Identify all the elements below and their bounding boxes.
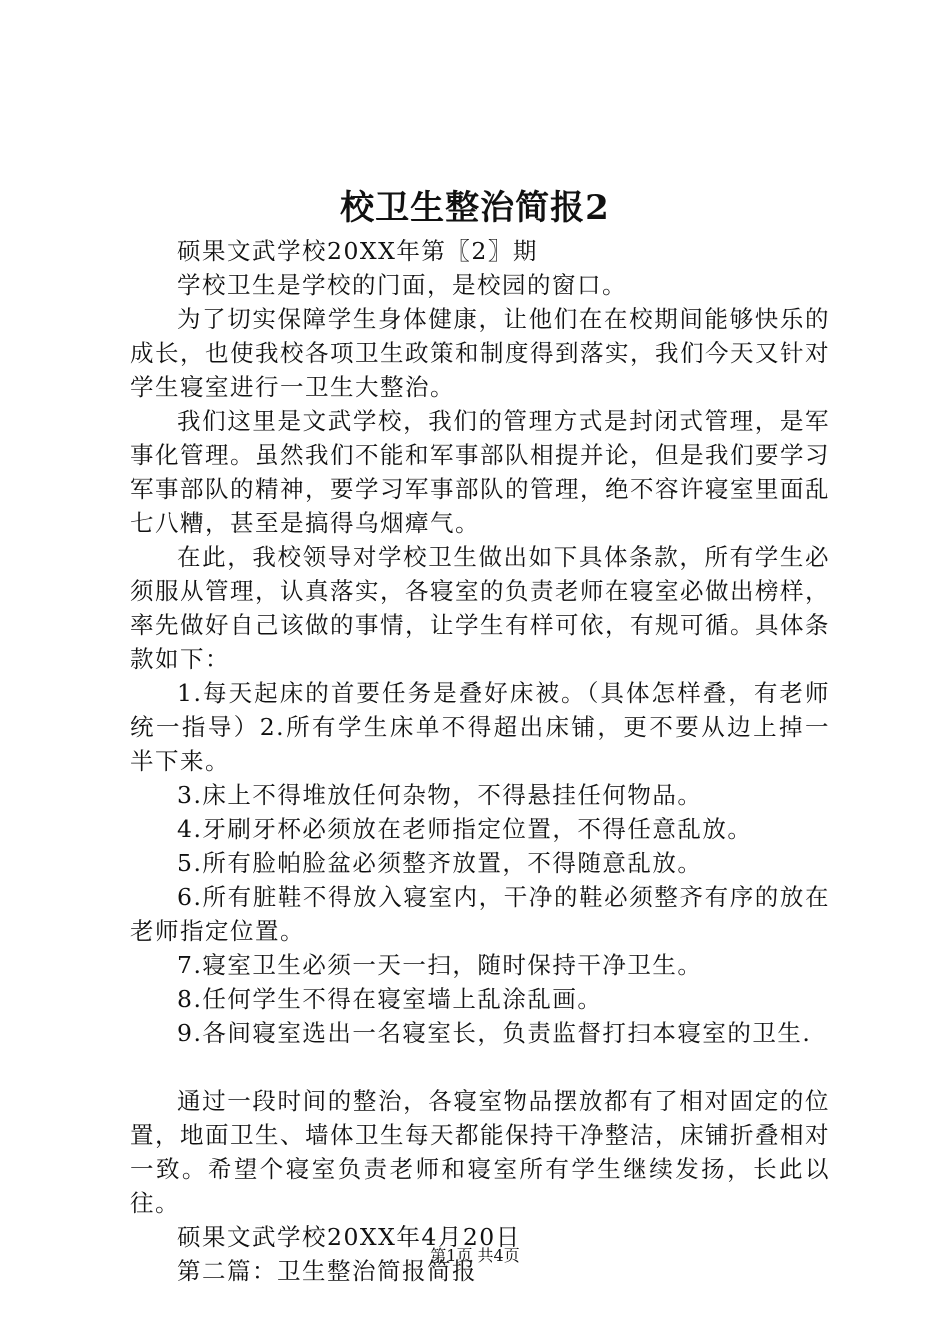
rule-item: 9.各间寝室选出一名寝室长，负责监督打扫本寝室的卫生. (177, 1019, 812, 1047)
section-heading: 第二篇：卫生整治简报简报 (177, 1257, 477, 1285)
rule-item: 1.每天起床的首要任务是叠好床被。（具体怎样叠，有老师统一指导）2.所有学生床单不得超出床铺，更不要从边上掉一半下来。 (130, 679, 830, 775)
rule-item: 3.床上不得堆放任何杂物，不得悬挂任何物品。 (177, 781, 703, 809)
rule-item: 7.寝室卫生必须一天一扫，随时保持干净卫生。 (177, 951, 703, 979)
paragraph: 通过一段时间的整治，各寝室物品摆放都有了相对固定的位置，地面卫生、墙体卫生每天都能保持干净整洁，床铺折叠相对一致。希望个寝室负责老师和寝室所有学生继续发扬，长此以往。 (130, 1087, 830, 1217)
document-title: 校卫生整治简报2 (340, 188, 610, 228)
rule-item: 5.所有脸帕脸盆必须整齐放置，不得随意乱放。 (177, 849, 703, 877)
document-body (130, 234, 830, 1288)
rule-item: 8.任何学生不得在寝室墙上乱涂乱画。 (177, 985, 603, 1013)
blank-line (130, 1050, 830, 1084)
rule-item: 6.所有脏鞋不得放入寝室内，干净的鞋必须整齐有序的放在老师指定位置。 (130, 883, 830, 945)
page-number: 第1页 共4页 (430, 1246, 520, 1265)
paragraph: 为了切实保障学生身体健康，让他们在在校期间能够快乐的成长，也使我校各项卫生政策和制度得到落实，我们今天又针对学生寝室进行一卫生大整治。 (130, 305, 830, 401)
rule-item: 4.牙刷牙杯必须放在老师指定位置，不得任意乱放。 (177, 815, 753, 843)
paragraph: 我们这里是文武学校，我们的管理方式是封闭式管理，是军事化管理。虽然我们不能和军事部队相提并论，但是我们要学习军事部队的精神，要学习军事部队的管理，绝不容许寝室里面乱七八糟，甚至是搞得乌烟瘴气。 (130, 407, 830, 537)
paragraph: 在此，我校领导对学校卫生做出如下具体条款，所有学生必须服从管理，认真落实，各寝室的负责老师在寝室必做出榜样，率先做好自己该做的事情，让学生有样可依，有规可循。具体条款如下： (130, 543, 830, 673)
issue-line: 硕果文武学校20XX年第〖2〗期 (177, 237, 538, 265)
paragraph: 学校卫生是学校的门面，是校园的窗口。 (177, 271, 627, 299)
signature-date: 硕果文武学校20XX年4月20日 (177, 1223, 521, 1251)
